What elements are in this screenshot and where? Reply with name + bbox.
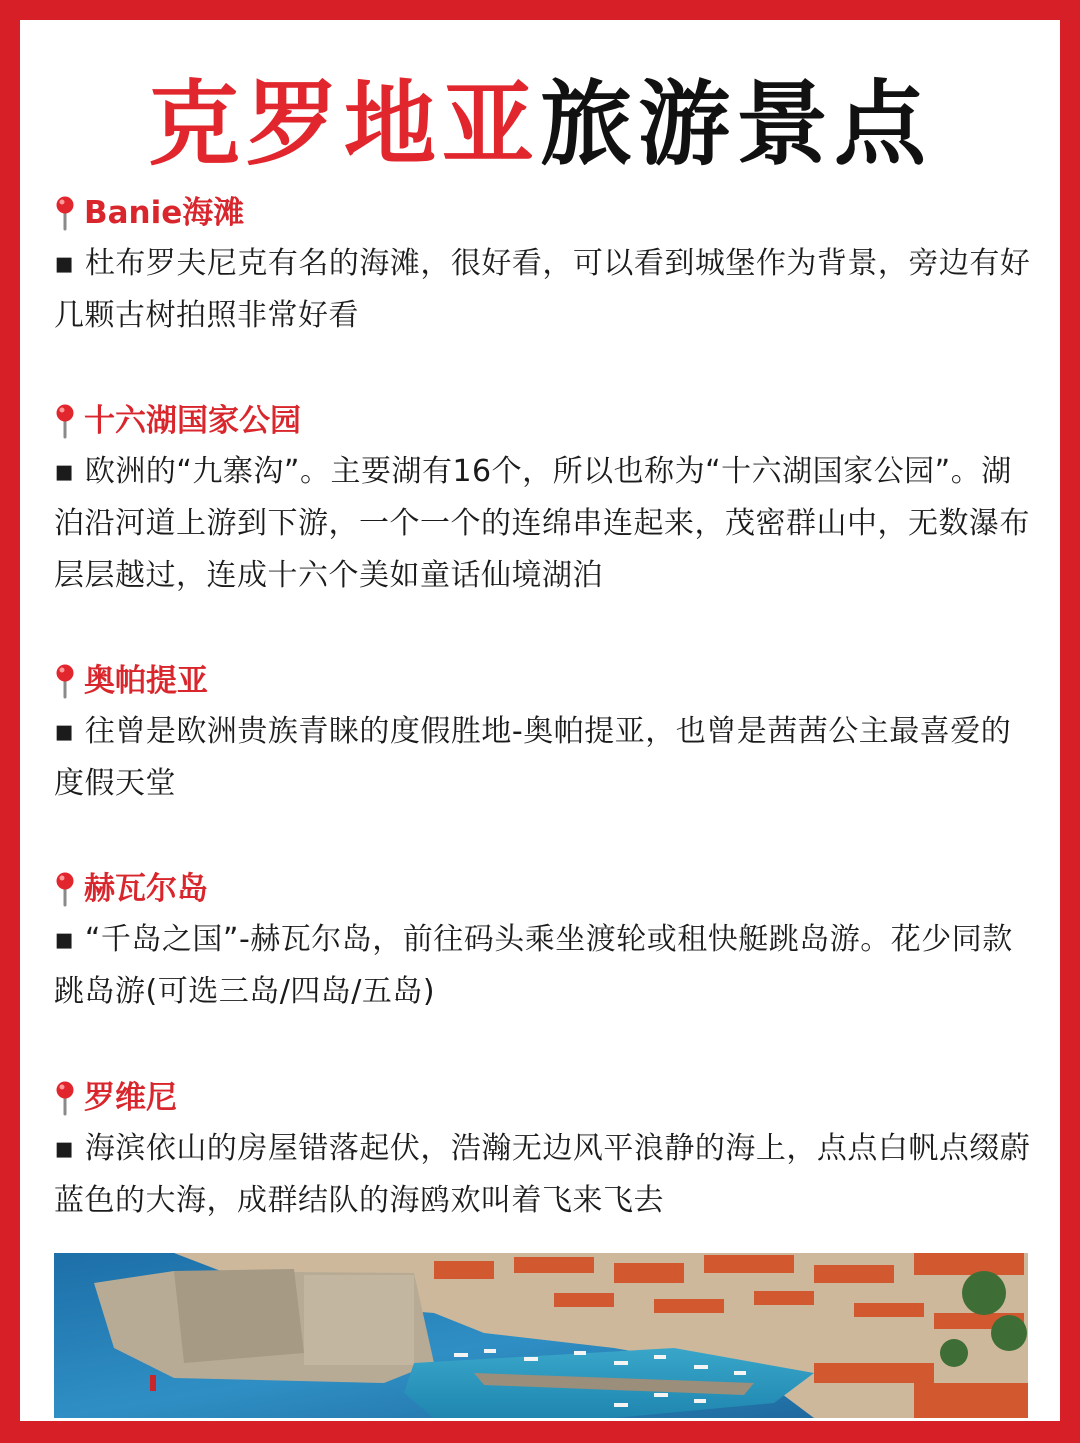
title-black-part: 旅游景点 (540, 71, 933, 178)
harbor-photo (54, 1253, 1028, 1418)
section-heading-row (54, 1073, 1034, 1123)
section-hvar-island (54, 864, 1034, 1018)
map-pin-icon (54, 663, 76, 699)
section-title: Banie海滩 (84, 195, 245, 231)
map-pin-icon (54, 195, 76, 231)
section-heading-row (54, 656, 1034, 706)
title-red-part: 克罗地亚 (147, 71, 540, 178)
map-pin-icon (54, 871, 76, 907)
section-body: ▪ 往曾是欧洲贵族青睐的度假胜地-奥帕提亚，也曾是茜茜公主最喜爱的度假天堂 (54, 714, 1012, 801)
map-pin-icon (54, 1080, 76, 1116)
section-plitvice-lakes (54, 396, 1034, 602)
section-title: 赫瓦尔岛 (84, 871, 208, 907)
section-body: ▪ 杜布罗夫尼克有名的海滩，很好看，可以看到城堡作为背景，旁边有好几颗古树拍照非常好看 (54, 246, 1031, 333)
section-title: 十六湖国家公园 (84, 403, 301, 439)
section-banie-beach (54, 188, 1034, 342)
section-heading-row (54, 396, 1034, 446)
section-title: 罗维尼 (84, 1080, 177, 1116)
content-card (20, 20, 1060, 1421)
section-body: ▪ 欧洲的“九寨沟”。主要湖有16个，所以也称为“十六湖国家公园”。湖泊沿河道上游到下游，一个一个的连绵串连起来，茂密群山中，无数瀑布层层越过，连成十六个美如童话仙境湖泊 (54, 454, 1030, 593)
map-pin-icon (54, 403, 76, 439)
section-body: ▪ “千岛之国”-赫瓦尔岛，前往码头乘坐渡轮或租快艇跳岛游。花少同款跳岛游(可选三岛/四岛/五岛) (54, 922, 1013, 1009)
harbor-illustration (54, 1253, 1028, 1418)
section-body: ▪ 海滨依山的房屋错落起伏，浩瀚无边风平浪静的海上，点点白帆点缀蔚蓝色的大海，成群结队的海鸥欢叫着飞来飞去 (54, 1131, 1031, 1218)
section-heading-row (54, 864, 1034, 914)
section-title: 奥帕提亚 (84, 663, 208, 699)
section-heading-row (54, 188, 1034, 238)
page-title (20, 70, 1060, 180)
section-rovinj (54, 1073, 1034, 1227)
section-opatija (54, 656, 1034, 810)
